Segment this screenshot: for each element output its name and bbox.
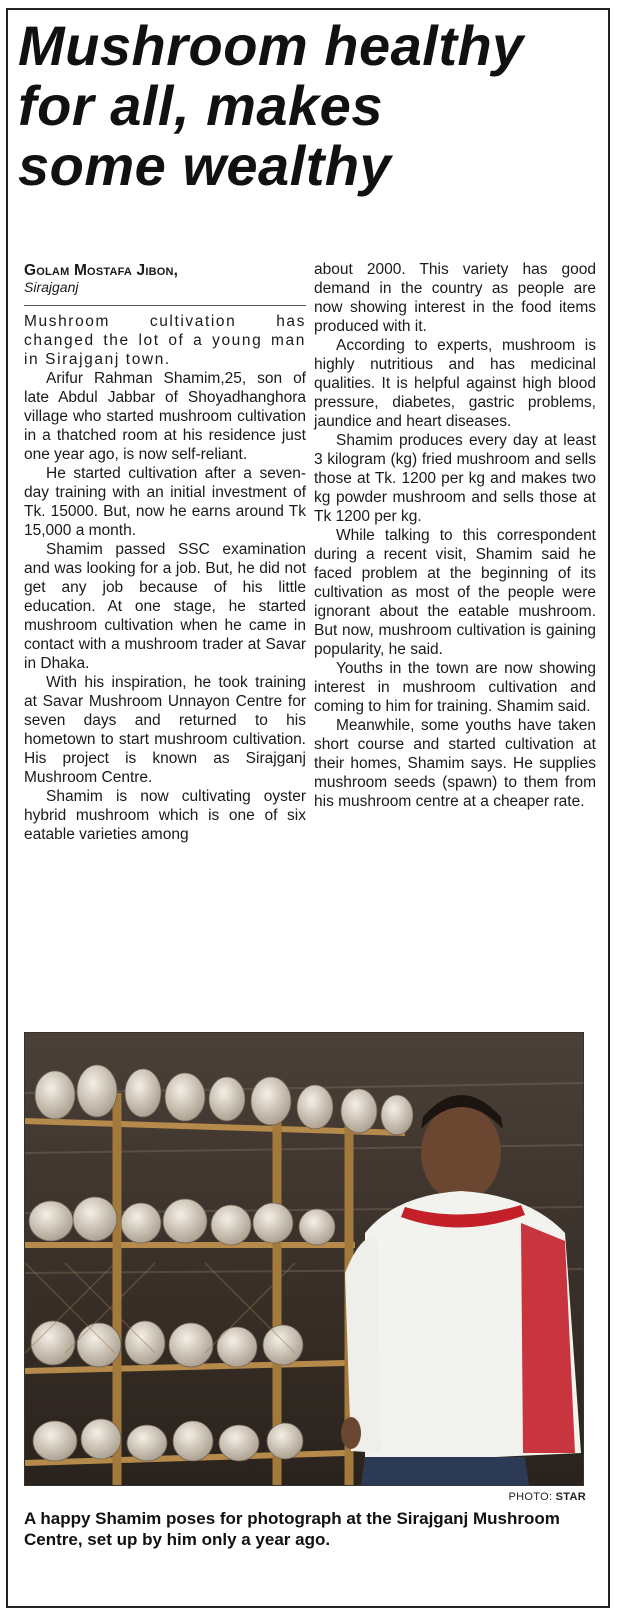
paragraph: While talking to this correspondent during a recent visit, Shamim said he faced problem at the beginning of its cultivation as most of the people were ignorant about the eatable mushroom. But now, mushroom cultivation is gaining popularity, he said.	[314, 527, 596, 658]
photo-caption: A happy Shamim poses for photograph at the Sirajganj Mushroom Centre, set up by him only a year ago.	[24, 1509, 560, 1549]
paragraph: Mushroom cultivation has changed the lot of a young man in Sirajganj town.	[24, 313, 306, 368]
paragraph: Shamim produces every day at least 3 kilogram (kg) fried mushroom and sells those at Tk. 1200 per kg and makes two kg powder mushroom and sells those at Tk 1200 per kg.	[314, 432, 596, 525]
photo-credit	[509, 1491, 586, 1503]
headline-line-1: Mushroom healthy	[18, 14, 524, 77]
paragraph: Shamim is now cultivating oyster hybrid mushroom which is one of six eatable varieties among	[24, 788, 306, 843]
article-column-right	[314, 260, 596, 811]
paragraph: With his inspiration, he took training at Savar Mushroom Unnayon Centre for seven days and returned to his hometown to start mushroom cultivation. His project is known as Sirajganj Mushroom Centre.	[24, 674, 306, 786]
headline	[18, 16, 598, 196]
photo-credit-source: STAR	[555, 1491, 586, 1503]
byline-location: Sirajganj	[24, 279, 79, 295]
paragraph: Meanwhile, some youths have taken short course and started cultivation at their homes, Shamim says. He supplies mushroom seeds (spawn) to them from his mushroom centre at a cheaper rate.	[314, 717, 596, 810]
headline-line-2: for all, makes	[18, 74, 383, 137]
paragraph: According to experts, mushroom is highly nutritious and has medicinal qualities. It is helpful against high blood pressure, diabetes, gastric problems, jaundice and heart diseases.	[314, 337, 596, 430]
article-photo	[24, 1032, 584, 1486]
paragraph: Shamim passed SSC examination and was looking for a job. But, he did not get any job because of his little education. At one stage, he started mushroom cultivation when he came in contact with a mushroom trader at Savar in Dhaka.	[24, 541, 306, 672]
article-column-left	[24, 262, 306, 844]
paragraph: He started cultivation after a seven-day training with an initial investment of Tk. 15000. But, now he earns around Tk 15,000 a month.	[24, 465, 306, 539]
photo-credit-label: PHOTO:	[508, 1491, 553, 1503]
headline-line-3: some wealthy	[18, 134, 392, 197]
paragraph: Youths in the town are now showing interest in mushroom cultivation and coming to him for training. Shamim said.	[314, 660, 596, 715]
byline-divider	[24, 305, 306, 306]
photo-illustration	[25, 1033, 583, 1485]
paragraph: about 2000. This variety has good demand in the country as people are now showing interest in the food items produced with it.	[314, 261, 596, 335]
paragraph: Arifur Rahman Shamim,25, son of late Abdul Jabbar of Shoyadhanghora village who started mushroom cultivation in a thatched room at his residence just one year ago, is now self-reliant.	[24, 370, 306, 463]
byline-author: Golam Mostafa Jibon,	[24, 262, 179, 279]
